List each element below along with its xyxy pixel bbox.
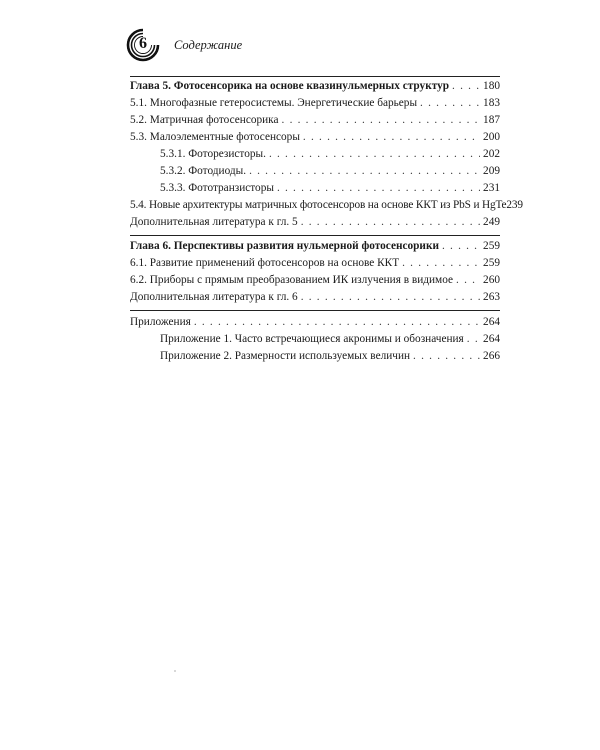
dot-leader <box>413 350 480 362</box>
dot-leader <box>282 114 481 126</box>
toc-entry <box>130 114 500 129</box>
toc-entry-title: Дополнительная литература к гл. 5 <box>130 216 298 228</box>
toc-entry <box>130 257 500 272</box>
toc-entry-page: 260 <box>483 274 500 286</box>
toc-entry <box>130 291 500 306</box>
toc-entry-page: 264 <box>483 333 500 345</box>
dot-leader <box>249 165 480 177</box>
dot-leader <box>420 97 480 109</box>
toc-entry-page: 266 <box>483 350 500 362</box>
toc-entry-page: 180 <box>483 80 500 92</box>
dot-leader <box>456 274 480 286</box>
toc-entry-page: 202 <box>483 148 500 160</box>
page-header <box>130 30 500 62</box>
toc-subentry <box>160 148 500 163</box>
dot-leader <box>194 316 480 328</box>
toc-entry-title: 5.3. Малоэлементные фотосенсоры <box>130 131 300 143</box>
dot-leader <box>467 333 480 345</box>
toc-entry-page: 209 <box>483 165 500 177</box>
toc-entry-page: 259 <box>483 240 500 252</box>
section-rule <box>130 310 500 311</box>
dot-leader <box>452 80 480 92</box>
toc-entry-page: 263 <box>483 291 500 303</box>
toc-entry-page: 200 <box>483 131 500 143</box>
toc-entry-title: 5.3.1. Фоторезисторы. <box>160 148 266 160</box>
toc-entry <box>130 199 523 214</box>
toc-entry-title: 5.3.2. Фотодиоды. <box>160 165 247 177</box>
scan-speck <box>174 670 176 672</box>
toc-subentry <box>160 182 500 197</box>
page-number: 6 <box>139 35 147 52</box>
toc-entry-chapter <box>130 240 500 255</box>
dot-leader <box>301 216 480 228</box>
toc-entry-title: Приложение 2. Размерности используемых величин <box>160 350 411 362</box>
toc-entry-page: 239 <box>506 199 523 211</box>
dot-leader <box>277 182 480 194</box>
section-rule <box>130 235 500 236</box>
toc-entry-title: 6.2. Приборы с прямым преобразованием ИК излучения в видимое <box>130 274 454 286</box>
toc-entry-title: Глава 6. Перспективы развития нульмерной фотосенсорики <box>130 240 439 252</box>
toc-entry <box>130 97 500 112</box>
toc-entry <box>130 274 500 289</box>
toc-entry-page: 187 <box>483 114 500 126</box>
toc-subentry <box>160 165 500 180</box>
toc-entry-title: 6.1. Развитие применений фотосенсоров на основе ККТ <box>130 257 400 269</box>
toc-entry-title: Дополнительная литература к гл. 6 <box>130 291 298 303</box>
dot-leader <box>301 291 480 303</box>
toc-entry <box>130 131 500 146</box>
dot-leader <box>402 257 480 269</box>
toc-entry-page: 183 <box>483 97 500 109</box>
dot-leader <box>442 240 480 252</box>
toc-subentry <box>160 333 500 348</box>
toc-entry-page: 249 <box>483 216 500 228</box>
toc-entry <box>130 316 500 331</box>
toc-entry-title: Приложение 1. Часто встречающиеся акронимы и обозначения <box>160 333 464 345</box>
dot-leader <box>303 131 480 143</box>
toc-subentry <box>160 350 500 365</box>
toc-entry-title: 5.3.3. Фототранзисторы <box>160 182 274 194</box>
toc-entry-title: 5.4. Новые архитектуры матричных фотосенсоров на основе ККТ из PbS и HgTe <box>130 199 507 211</box>
toc-entry-title: 5.1. Многофазные гетеросистемы. Энергетические барьеры <box>130 97 418 109</box>
toc-entry-page: 231 <box>483 182 500 194</box>
toc-entry-page: 259 <box>483 257 500 269</box>
toc-entry-title: 5.2. Матричная фотосенсорика <box>130 114 279 126</box>
toc-entry-title: Приложения <box>130 316 191 328</box>
dot-leader <box>269 148 480 160</box>
running-head: Содержание <box>174 38 243 52</box>
top-rule <box>130 76 500 77</box>
toc-entry <box>130 216 500 231</box>
toc-entry-page: 264 <box>483 316 500 328</box>
toc-entry-chapter <box>130 80 500 95</box>
toc-entry-title: Глава 5. Фотосенсорика на основе квазинульмерных структур <box>130 80 450 92</box>
